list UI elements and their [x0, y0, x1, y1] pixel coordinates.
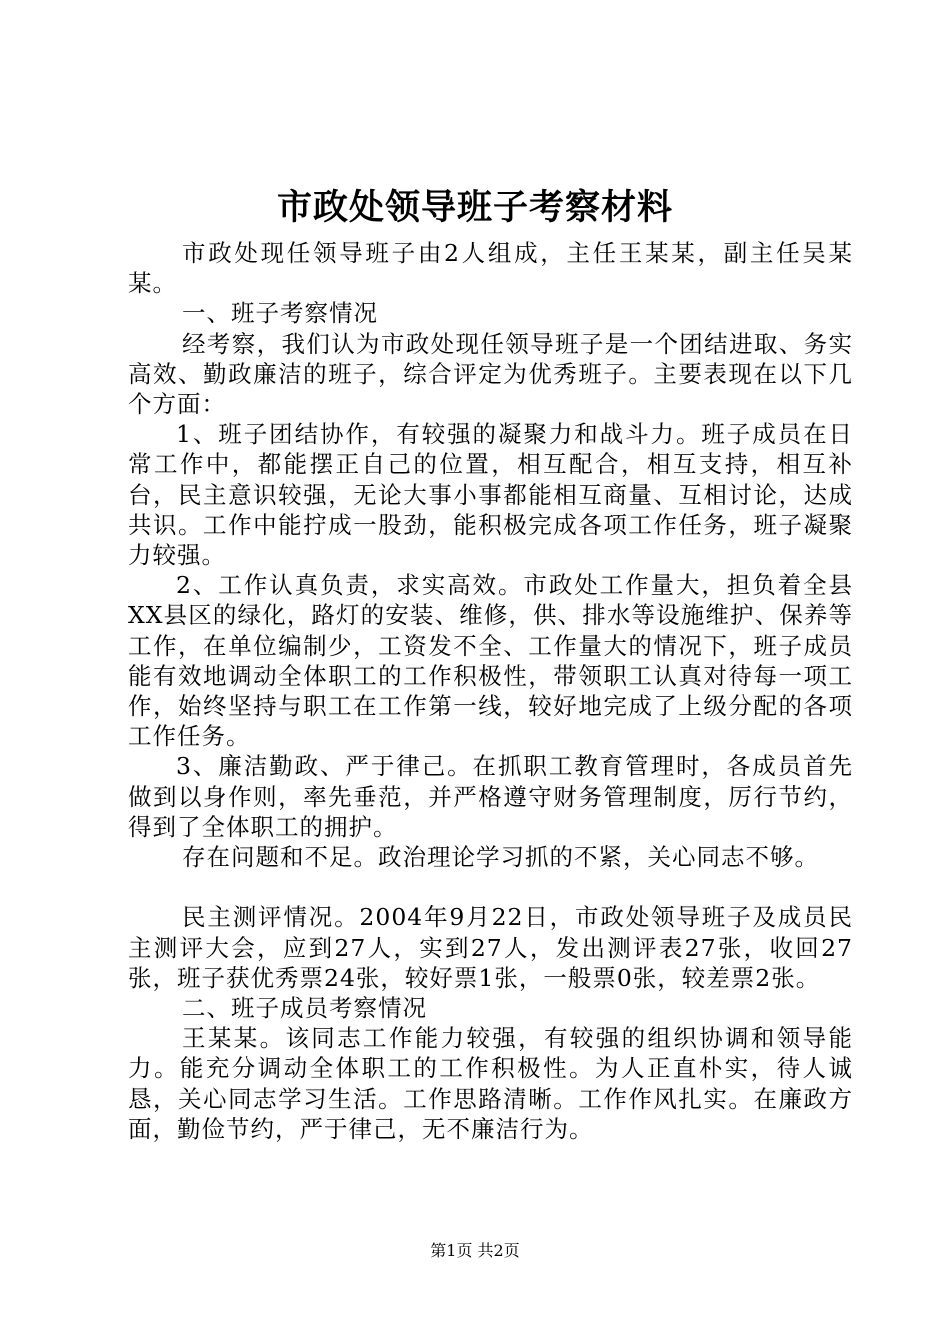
- point-2-paragraph: 2、工作认真负责，求实高效。市政处工作量大，担负着全县XX县区的绿化，路灯的安装、维修，供、排水等设施维护、保养等工作，在单位编制少，工资发不全、工作量大的情况下，班子成员能有效地调动全体职工的工作积极性，带领职工认真对待每一项工作，始终坚持与职工在工作第一线，较好地完成了上级分配的各项工作任务。: [128, 571, 853, 751]
- member-wang-paragraph: 王某某。该同志工作能力较强，有较强的组织协调和领导能力。能充分调动全体职工的工作积极性。为人正直朴实，待人诚恳，关心同志学习生活。工作思路清晰。工作作风扎实。在廉政方面，勤俭节约，严于律己，无不廉洁行为。: [128, 1024, 853, 1143]
- blank-line: [128, 872, 853, 902]
- intro-paragraph: 市政处现任领导班子由2人组成，主任王某某，副主任吴某某。: [128, 239, 853, 298]
- problems-paragraph: 存在问题和不足。政治理论学习抓的不紧，关心同志不够。: [182, 843, 819, 872]
- document-title: 市政处领导班子考察材料: [276, 187, 673, 228]
- page-footer: 第1页 共2页: [430, 1241, 520, 1260]
- assessment-paragraph: 经考察，我们认为市政处现任领导班子是一个团结进取、务实高效、勤政廉洁的班子，综合评定为优秀班子。主要表现在以下几个方面：: [128, 329, 853, 419]
- point-3-paragraph: 3、廉洁勤政、严于律己。在抓职工教育管理时，各成员首先做到以身作则，率先垂范，并严格遵守财务管理制度，厉行节约，得到了全体职工的拥护。: [128, 752, 853, 841]
- evaluation-paragraph: 民主测评情况。2004年9月22日，市政处领导班子及成员民主测评大会，应到27人，实到27人，发出测评表27张，收回27张，班子获优秀票24张，较好票1张，一般票0张，较差票2张。: [128, 903, 853, 992]
- section-heading-team: 一、班子考察情况: [182, 299, 378, 328]
- point-1-paragraph: 1、班子团结协作，有较强的凝聚力和战斗力。班子成员在日常工作中，都能摆正自己的位置，相互配合，相互支持，相互补台，民主意识较强，无论大事小事都能相互商量、互相讨论，达成共识。工作中能拧成一股劲，能积极完成各项工作任务，班子凝聚力较强。: [128, 420, 853, 570]
- document-body: [128, 238, 853, 1144]
- section-heading-members: 二、班子成员考察情况: [182, 994, 427, 1023]
